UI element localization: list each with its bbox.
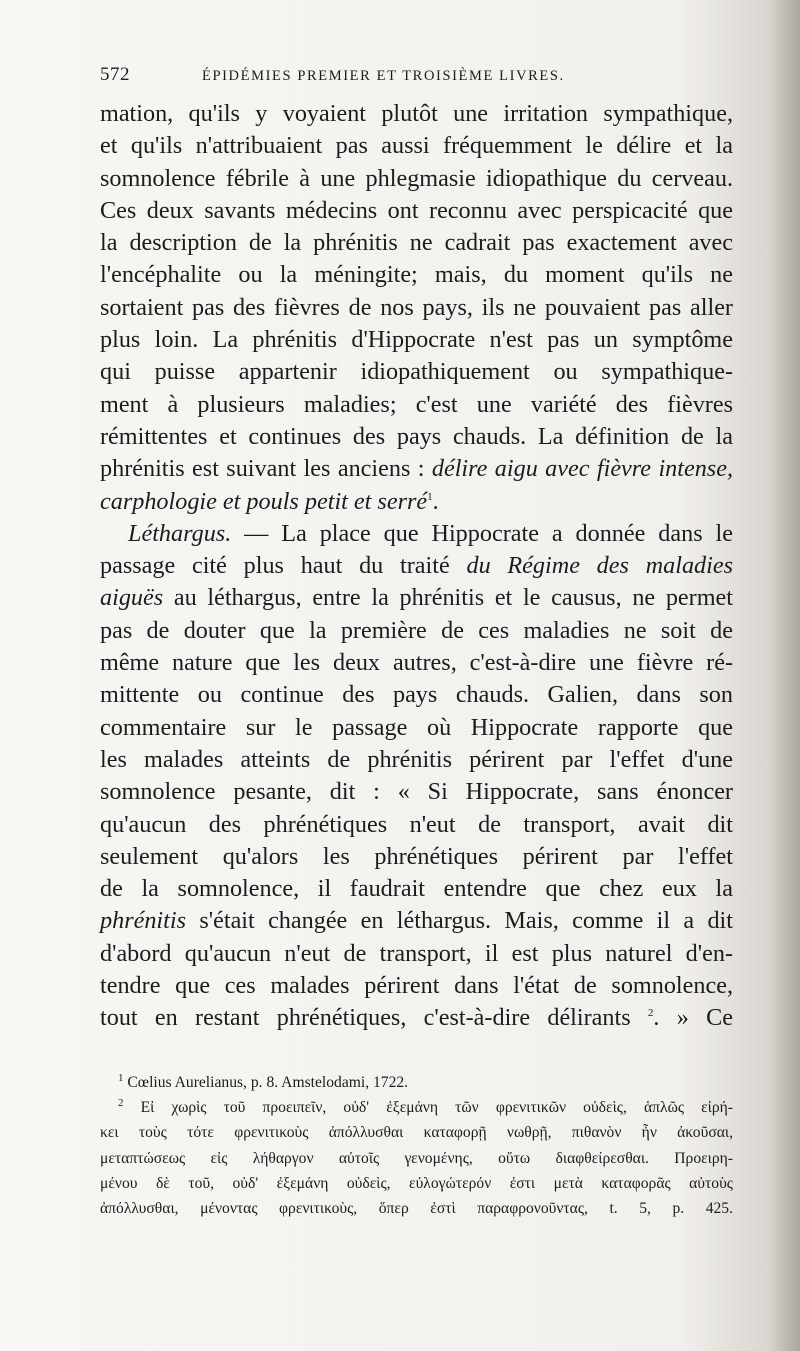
text-line: d'abord qu'aucun n'eut de transport, il est plus naturel d'en- (100, 939, 733, 967)
italic-definition: carphologie et pouls petit et serré (100, 487, 428, 515)
footnote-text: Cœlius Aurelianus, p. 8. Amstelodami, 1722. (127, 1074, 409, 1091)
text-line: Ces deux savants médecins ont reconnu avec perspicacité que (100, 196, 733, 224)
footnote-2-line: μένου δὲ τοῦ, οὐδ' ἐξεμάνη οὐδεὶς, εὐλογώτερόν ἐστι μετὰ καταφορᾶς αὐτοὺς (100, 1174, 733, 1192)
text-run: . » Ce (653, 1004, 733, 1032)
text-run: au léthargus, entre la phrénitis et le causus, ne permet (163, 584, 733, 612)
text-line: et qu'ils n'attribuaient pas aussi fréquemment le délire et la (100, 132, 733, 160)
text-run: passage cité plus haut du traité (100, 552, 467, 580)
text-line: qu'aucun des phrénétiques n'eut de transport, avait dit (100, 810, 733, 838)
italic-title: du Régime des maladies (466, 552, 734, 580)
footnote-ref-1: 1 (427, 490, 433, 503)
text-line: seulement qu'alors les phrénétiques périrent par l'effet (100, 842, 733, 870)
footnote-2-line: κει τοὺς τότε φρενιτικοὺς ἀπόλλυσθαι καταφορῇ νωθρῇ, πιθανὸν ἦν ἀκοῦσαι, (100, 1124, 733, 1142)
text-run: s'était changée en léthargus. Mais, comme il a dit (186, 907, 733, 935)
footnote-2-line (100, 1095, 733, 1120)
text-line: rémittentes et continues des pays chauds. La définition de la (100, 422, 733, 450)
text-line: mation, qu'ils y voyaient plutôt une irritation sympathique, (100, 100, 733, 127)
text-run: . (432, 487, 439, 515)
text-line: commentaire sur le passage où Hippocrate rapporte que (100, 713, 733, 741)
page-number: 572 (100, 64, 130, 85)
footnote-marker: 1 (118, 1071, 124, 1084)
italic-definition: délire aigu avec fièvre intense, (431, 455, 733, 483)
text-line (100, 550, 733, 582)
section-term-lethargus: Léthargus. (128, 519, 232, 547)
text-run: tout en restant phrénétiques, c'est-à-dire délirants (100, 1004, 648, 1032)
italic-title: aiguës (100, 584, 164, 612)
footnote-marker: 2 (118, 1097, 124, 1109)
footnote-text: Εἰ χωρὶς τοῦ προειπεῖν, οὐδ' ἐξεμάνη τῶν φρενιτικῶν οὐδεὶς, ἁπλῶς εἰρή- (140, 1099, 734, 1117)
section-heading-line (100, 518, 733, 550)
text-run: phrénitis est suivant les anciens : (100, 455, 432, 483)
text-line (100, 582, 733, 614)
text-line: somnolence fébrile à une phlegmasie idiopathique du cerveau. (100, 164, 733, 192)
footnote-2-line: μεταπτώσεως εἰς λήθαργον αὐτοῖς γενομένης, οὕτω διαφθείρεσθαι. Προειρη- (100, 1149, 733, 1167)
main-text (100, 98, 733, 1035)
text-line: pas de douter que la première de ces maladies ne soit de (100, 616, 733, 644)
text-line (100, 1002, 733, 1034)
text-line (100, 905, 733, 937)
text-line: l'encéphalite ou la méningite; mais, du moment qu'ils ne (100, 261, 733, 289)
page-header (100, 64, 740, 94)
text-line: les malades atteints de phrénitis périrent par l'effet d'une (100, 745, 733, 773)
text-run: — La place que Hippocrate a donnée dans le (231, 519, 733, 547)
text-line: ment à plusieurs maladies; c'est une variété des fièvres (100, 390, 733, 418)
text-line: plus loin. La phrénitis d'Hippocrate n'est pas un symptôme (100, 326, 733, 354)
text-line: même nature que les deux autres, c'est-à-dire une fièvre ré- (100, 649, 733, 677)
text-line (100, 486, 733, 518)
text-line (100, 453, 733, 485)
footnotes (100, 1070, 733, 1221)
footnote-1 (100, 1070, 733, 1095)
text-line: sortaient pas des fièvres de nos pays, ils ne pouvaient pas aller (100, 293, 733, 321)
text-line: la description de la phrénitis ne cadrait pas exactement avec (100, 229, 733, 257)
italic-term: phrénitis (100, 907, 187, 935)
text-line: de la somnolence, il faudrait entendre que chez eux la (100, 875, 733, 903)
running-head: ÉPIDÉMIES PREMIER ET TROISIÈME LIVRES. (202, 68, 565, 84)
text-line: qui puisse appartenir idiopathiquement ou sympathique- (100, 358, 733, 386)
text-line: mittente ou continue des pays chauds. Galien, dans son (100, 681, 733, 709)
text-line: tendre que ces malades périrent dans l'état de somnolence, (100, 972, 733, 1000)
footnote-2-line: ἀπόλλυσθαι, μένοντας φρενιτικοὺς, ὅπερ ἐστὶ παραφρονοῦντας, t. 5, p. 425. (100, 1199, 733, 1217)
text-line: somnolence pesante, dit : « Si Hippocrate, sans énoncer (100, 778, 733, 806)
footnote-ref-2: 2 (647, 1007, 654, 1020)
